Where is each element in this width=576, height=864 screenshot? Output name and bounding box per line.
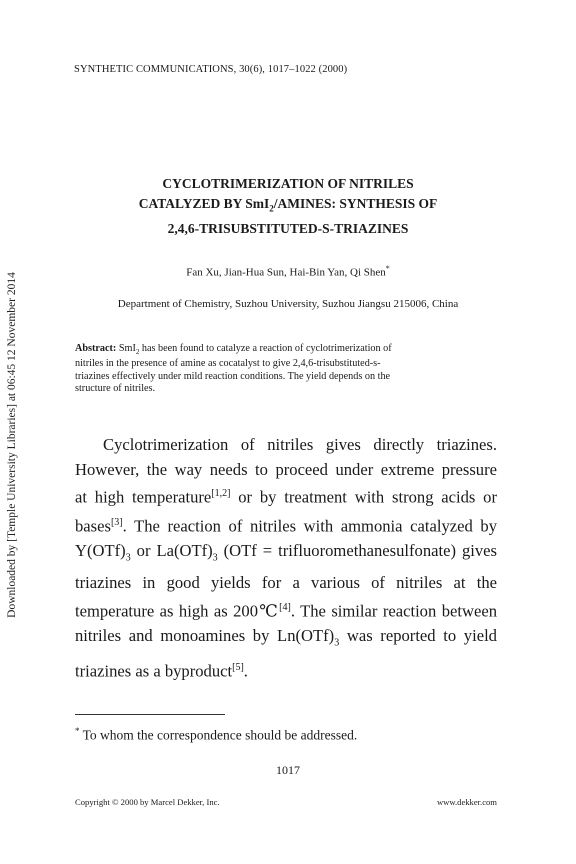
download-watermark-text: Downloaded by [Temple University Libraries] at 06:45 12 November 2014 <box>6 272 18 618</box>
body-line: temperature as high as 200℃[4]. The similar reaction between <box>75 601 497 621</box>
corresponding-author-mark: * <box>385 264 390 273</box>
citation-ref: [3] <box>110 516 123 528</box>
body-line: triazines in good yields for a various of nitriles at the <box>75 572 497 592</box>
journal-header: SYNTHETIC COMMUNICATIONS, 30(6), 1017–1022 (2000) <box>74 64 348 75</box>
body-paragraph <box>75 433 497 684</box>
abstract-label: Abstract: <box>75 343 117 354</box>
title-line-2: CATALYZED BY SmI$_2$/AMINES: SYNTHESIS OF <box>138 196 438 214</box>
affiliation: Department of Chemistry, Suzhou University, Suzhou Jiangsu 215006, China <box>117 298 459 310</box>
footnote-text: To whom the correspondence should be addressed. <box>79 727 358 743</box>
body-line: nitriles and monoamines by $Ln(OTf)_3$ was reported to yield <box>75 625 497 649</box>
body-line: at high temperature[1,2] or by treatment with strong acids or <box>75 487 497 507</box>
author-list <box>60 264 516 279</box>
body-line: However, the way needs to proceed under extreme pressure <box>75 459 497 479</box>
body-line: $Y(OTf)_3$ or $La(OTf)_3$ (OTf = trifluoromethanesulfonate) gives <box>75 540 497 564</box>
author-names: Fan Xu, Jian-Hua Sun, Hai-Bin Yan, Qi Shen <box>186 266 386 279</box>
page-number: 1017 <box>276 763 300 777</box>
publisher-website: www.dekker.com <box>436 797 497 807</box>
copyright-notice: Copyright © 2000 by Marcel Dekker, Inc. <box>75 797 220 807</box>
citation-ref: [1,2] <box>211 488 231 500</box>
body-line: triazines as a byproduct[5]. <box>75 661 248 681</box>
citation-ref: [4] <box>279 601 291 613</box>
body-line: bases[3]. The reaction of nitriles with ammonia catalyzed by <box>75 516 497 536</box>
footnote-divider <box>75 714 225 715</box>
footnote <box>75 726 357 744</box>
download-watermark <box>2 235 22 655</box>
footnote-mark: * <box>75 726 80 736</box>
citation-ref: [5] <box>232 661 244 673</box>
body-line: Cyclotrimerization of nitriles gives directly triazines. <box>103 435 497 454</box>
title-line-3: 2,4,6-TRISUBSTITUTED-S-TRIAZINES <box>167 220 409 236</box>
abstract: Abstract: SmI$_2$ has been found to catalyze a reaction of cyclotrimerization of nitriles in the presence of amine as cocatalyst to give 2,4,6-trisubstituted-s- triazines effectively under mild reaction conditions. The yield depends on the structure of nitriles. <box>75 343 392 394</box>
title-line-1: CYCLOTRIMERIZATION OF NITRILES <box>162 176 414 191</box>
paper-title <box>60 174 516 239</box>
